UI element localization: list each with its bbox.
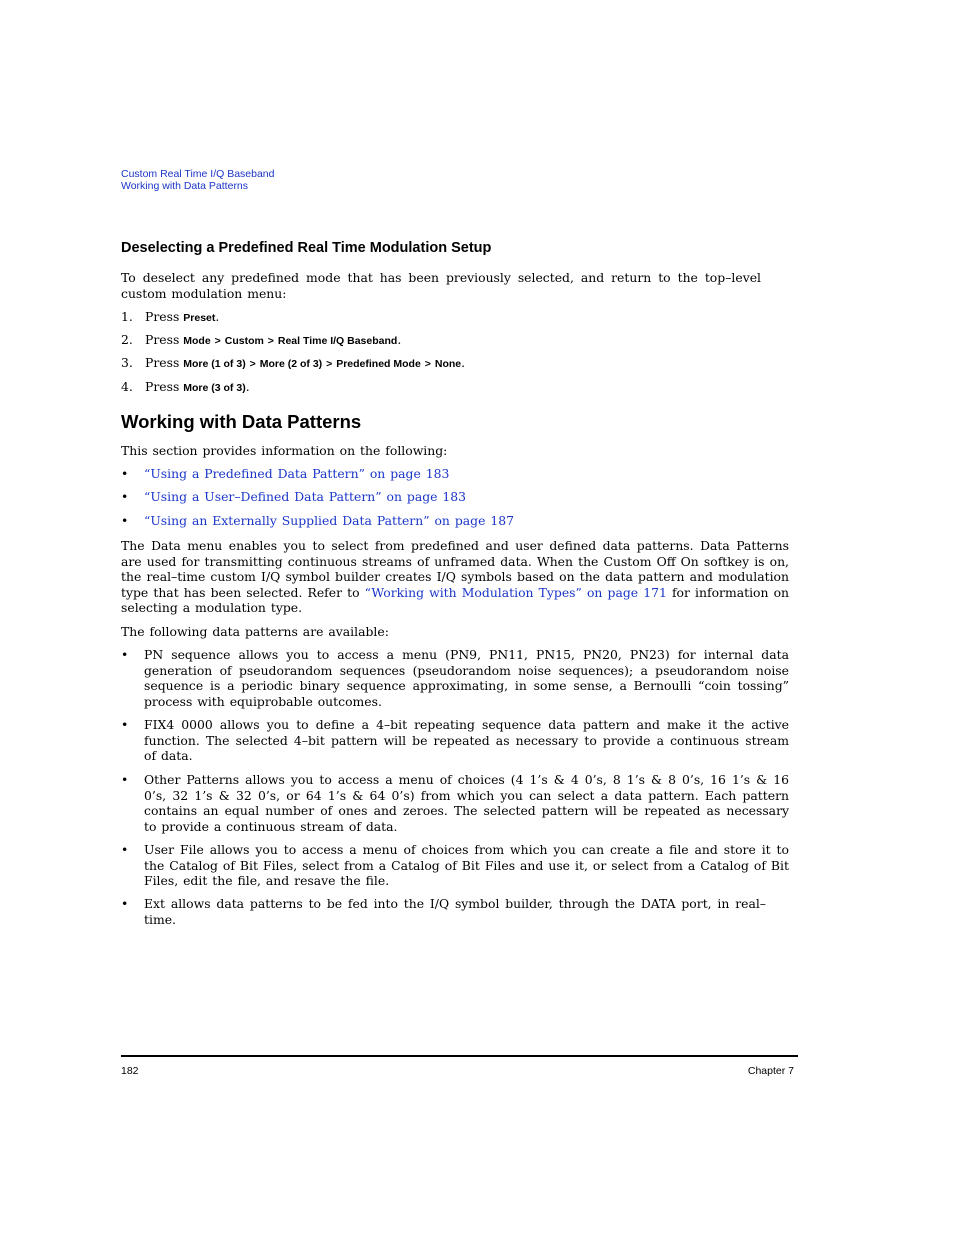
key-none: None: [434, 358, 462, 370]
list-item: [121, 717, 789, 764]
list-item: [121, 466, 789, 482]
step-number: 1.: [121, 309, 133, 324]
step-press: Press: [145, 379, 180, 394]
step-end: .: [215, 309, 220, 324]
link-externally-supplied-data-pattern[interactable]: “Using an Externally Supplied Data Pattern” on page 187: [144, 513, 515, 528]
body-text: for information on selecting a modulation type.: [121, 584, 790, 616]
step-1: [121, 309, 219, 324]
step-number: 3.: [121, 355, 133, 370]
list-item: [121, 647, 789, 709]
chapter-label: Chapter 7: [747, 1065, 794, 1077]
bullet: •: [121, 489, 129, 504]
link-modulation-types[interactable]: “Working with Modulation Types” on page 171: [364, 584, 667, 600]
pattern-other: Other Patterns allows you to access a menu of choices (4 1’s & 4 0’s, 8 1’s & 8 0’s, 16 1’s & 16 0’s, 32 1’s & 32 0’s, or 64 1’s & 64 0’s) from which you can select a data pattern. Each pattern contains an equal number of ones and zeroes. The selected pattern will be repeated as necessary to provide a continuous stream of data.: [144, 772, 789, 834]
page-number: 182: [121, 1065, 139, 1077]
key-predefined-mode: Predefined Mode: [336, 358, 421, 370]
section-intro: This section provides information on the following:: [121, 443, 448, 458]
list-item: [121, 489, 789, 505]
step-4: [121, 379, 250, 394]
separator: >: [214, 335, 221, 347]
bullet: •: [121, 513, 129, 528]
key-preset: Preset: [183, 312, 216, 324]
link-user-defined-data-pattern[interactable]: “Using a User–Defined Data Pattern” on page 183: [144, 489, 467, 504]
pattern-fix4: FIX4 0000 allows you to define a 4–bit repeating sequence data pattern and make it the active function. The selected 4–bit pattern will be repeated as necessary to provide a continuous stream of data.: [144, 717, 789, 764]
list-item: [121, 772, 789, 834]
bullet: •: [121, 896, 129, 911]
pattern-ext: Ext allows data patterns to be fed into the I/Q symbol builder, through the DATA port, in real–time.: [144, 896, 766, 927]
step-number: 2.: [121, 332, 133, 347]
step-end: .: [397, 332, 402, 347]
breadcrumb-chapter-link[interactable]: Custom Real Time I/Q Baseband: [121, 168, 275, 180]
link-predefined-data-pattern[interactable]: “Using a Predefined Data Pattern” on page 183: [144, 466, 450, 481]
pattern-pn-sequence: PN sequence allows you to access a menu (PN9, PN11, PN15, PN20, PN23) for internal data generation of pseudorandom sequences (pseudorandom noise sequences); a pseudorandom noise sequence is a periodic binary sequence approximating, in some sense, a Bernoulli “coin tossing” process with equiprobable outcomes.: [144, 647, 789, 709]
key-real-time-iq-baseband: Real Time I/Q Baseband: [277, 335, 398, 347]
list-item: [121, 842, 789, 889]
step-end: .: [245, 379, 250, 394]
bullet: •: [121, 717, 129, 732]
separator: >: [326, 358, 333, 370]
bullet: •: [121, 772, 129, 787]
key-more-2-of-3: More (2 of 3): [259, 358, 323, 370]
separator: >: [424, 358, 431, 370]
pattern-user-file: User File allows you to access a menu of choices from which you can create a file and store it to the Catalog of Bit Files, select from a Catalog of Bit Files and use it, or select from a Catalog of Bit Files, edit the file, and resave the file.: [144, 842, 789, 889]
deselect-heading: Deselecting a Predefined Real Time Modulation Setup: [121, 240, 492, 256]
key-more-1-of-3: More (1 of 3): [183, 358, 246, 370]
bullet: •: [121, 647, 129, 662]
step-end: .: [461, 355, 466, 370]
separator: >: [267, 335, 274, 347]
step-press: Press: [145, 309, 180, 324]
data-menu-paragraph: [121, 538, 789, 616]
bullet: •: [121, 466, 129, 481]
breadcrumb-section-link[interactable]: Working with Data Patterns: [121, 180, 249, 192]
step-press: Press: [145, 355, 180, 370]
bullet: •: [121, 842, 129, 857]
step-number: 4.: [121, 379, 133, 394]
key-custom: Custom: [224, 335, 264, 347]
key-mode: Mode: [183, 335, 211, 347]
step-press: Press: [145, 332, 180, 347]
step-3: [121, 355, 465, 370]
footer-rule: [121, 1055, 798, 1057]
list-item: [121, 896, 766, 927]
step-2: [121, 332, 401, 347]
list-item: [121, 513, 789, 529]
key-more-3-of-3: More (3 of 3): [183, 382, 246, 394]
deselect-intro: To deselect any predefined mode that has been previously selected, and return to the top–level custom modulation menu:: [121, 270, 761, 301]
available-patterns-intro: The following data patterns are available:: [121, 624, 389, 639]
body-text: The Data menu enables you to select from predefined and user defined data patterns. Data Patterns are used for transmitting continuous streams of unframed data. When the Custom Off On softkey is on, the real–time custom I/Q symbol builder creates I/Q symbols based on the data pattern and modulation type that has been selected. Refer to: [121, 538, 789, 600]
section-heading: Working with Data Patterns: [121, 411, 362, 432]
separator: >: [249, 358, 256, 370]
